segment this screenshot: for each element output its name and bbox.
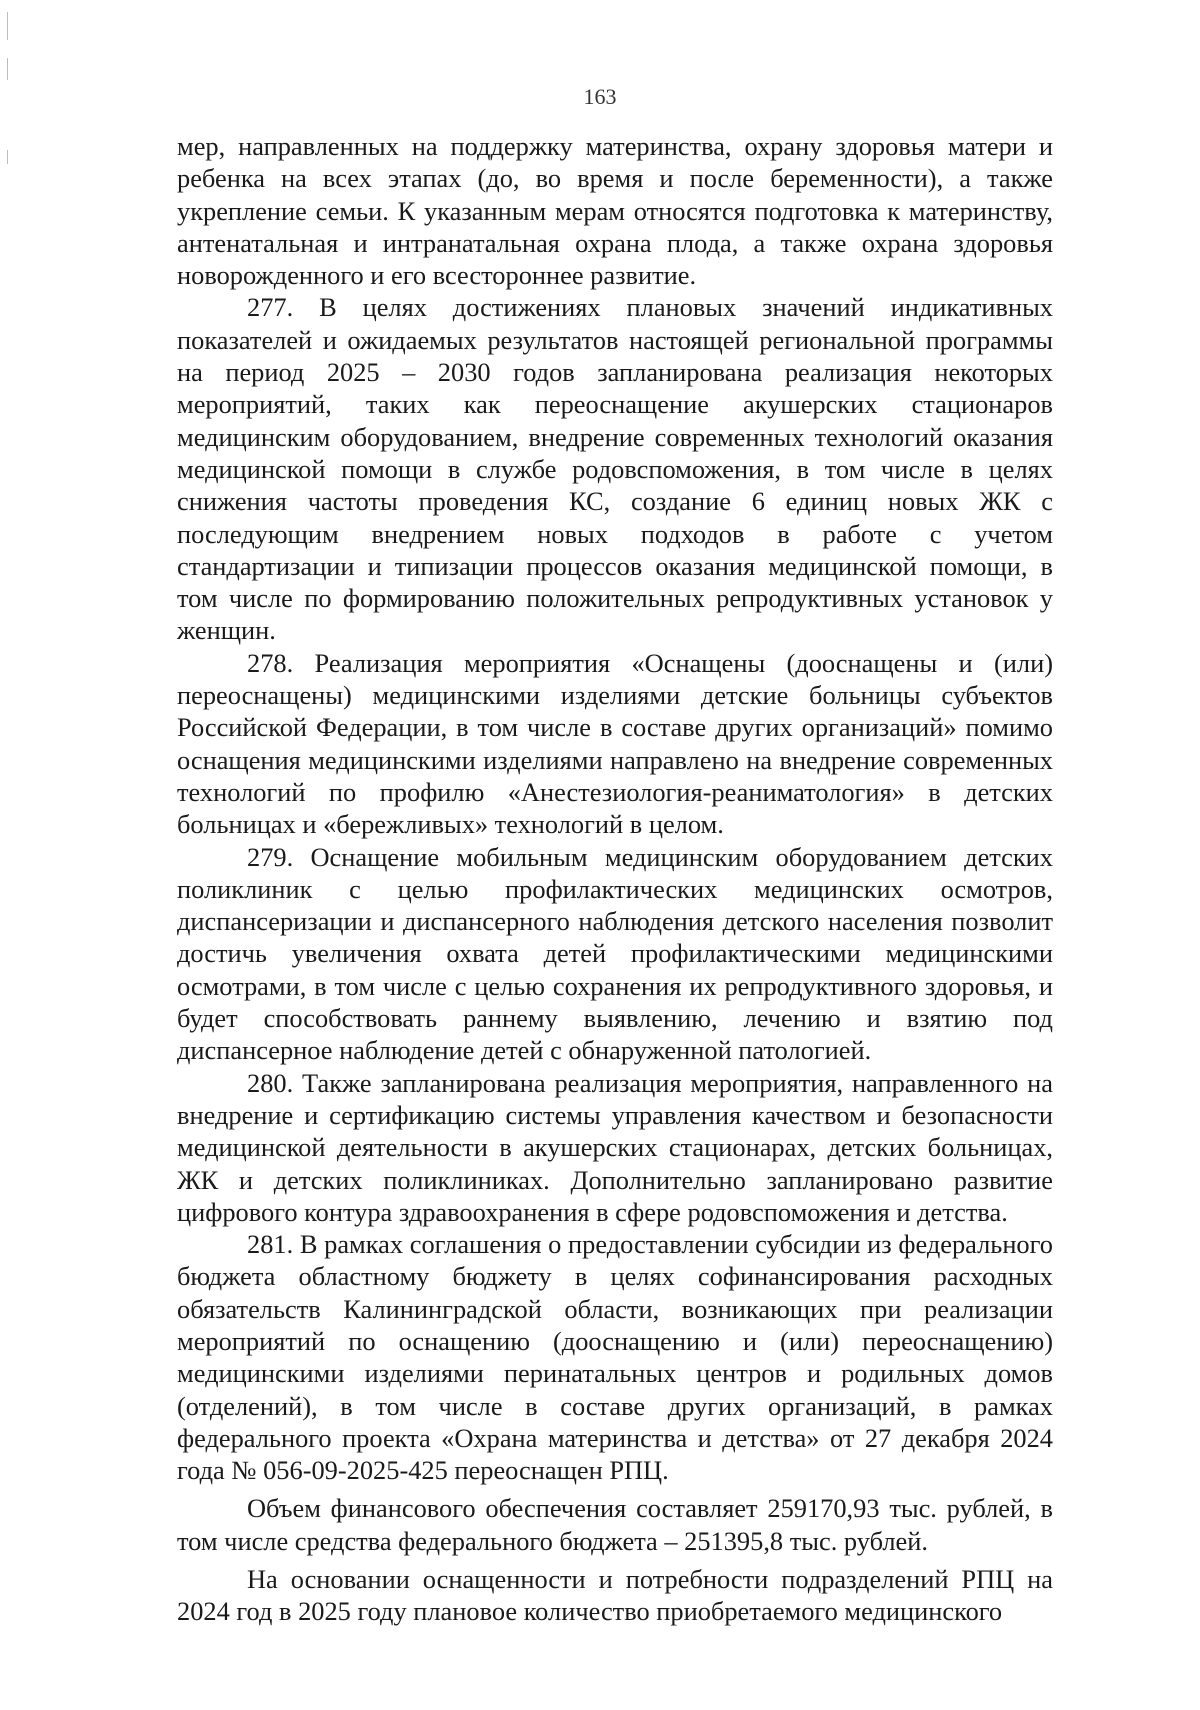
paragraph-281: 281. В рамках соглашения о предоставлении субсидии из федерального бюджета областному бюджету в целях софинансирования расходных обязательств Калининградской области, возникающих при реализации мероприятий по оснащению (дооснащению и (или) переоснащению) медицинскими изделиями перинатальных центров и родильных домов (отделений), в том числе в составе других организаций, в рамках федерального проекта «Охрана материнства и детства» от 27 декабря 2024 года № 056-09-2025-425 переоснащен РПЦ. (177, 1229, 1053, 1486)
paragraph-funding: Объем финансового обеспечения составляет 259170,93 тыс. рублей, в том числе средства федерального бюджета – 251395,8 тыс. рублей. (177, 1493, 1053, 1556)
scan-edge-mark (7, 58, 8, 80)
paragraph-basis: На основании оснащенности и потребности подразделений РПЦ на 2024 год в 2025 году плановое количество приобретаемого медицинского (177, 1564, 1053, 1627)
page-number: 163 (583, 84, 617, 109)
scan-edge-mark (7, 150, 8, 164)
paragraph-278: 278. Реализация мероприятия «Оснащены (дооснащены и (или) переоснащены) медицинскими изделиями детские больницы субъектов Российской Федерации, в том числе в составе других организаций» помимо оснащения медицинскими изделиями направлено на внедрение современных технологий по профилю «Анестезиология-реаниматология» в детских больницах и «бережливых» технологий в целом. (177, 647, 1053, 840)
scan-edge-mark (7, 12, 8, 40)
paragraph-continuation: мер, направленных на поддержку материнства, охрану здоровья матери и ребенка на всех этапах (до, во время и после беременности), а также укрепление семьи. К указанным мерам относятся подготовка к материнству, антенатальная и интранатальная охрана плода, а также охрана здоровья новорожденного и его всестороннее развитие. (177, 131, 1053, 291)
paragraph-279: 279. Оснащение мобильным медицинским оборудованием детских поликлиник с целью профилактических медицинских осмотров, диспансеризации и диспансерного наблюдения детского населения позволит достичь увеличения охвата детей профилактическими медицинскими осмотрами, в том числе с целью сохранения их репродуктивного здоровья, и будет способствовать раннему выявлению, лечению и взятию под диспансерное наблюдение детей с обнаруженной патологией. (177, 841, 1053, 1066)
paragraph-277: 277. В целях достижениях плановых значений индикативных показателей и ожидаемых результатов настоящей региональной программы на период 2025 – 2030 годов запланирована реализация некоторых мероприятий, таких как переоснащение акушерских стационаров медицинским оборудованием, внедрение современных технологий оказания медицинской помощи в службе родовспоможения, в том числе в целях снижения частоты проведения КС, создание 6 единиц новых ЖК с последующим внедрением новых подходов в работе с учетом стандартизации и типизации процессов оказания медицинской помощи, в том числе по формированию положительных репродуктивных установок у женщин. (177, 292, 1053, 646)
document-body (177, 130, 1053, 1628)
paragraph-280: 280. Также запланирована реализация мероприятия, направленного на внедрение и сертификацию системы управления качеством и безопасности медицинской деятельности в акушерских стационарах, детских больницах, ЖК и детских поликлиниках. Дополнительно запланировано развитие цифрового контура здравоохранения в сфере родовспоможения и детства. (177, 1067, 1053, 1227)
